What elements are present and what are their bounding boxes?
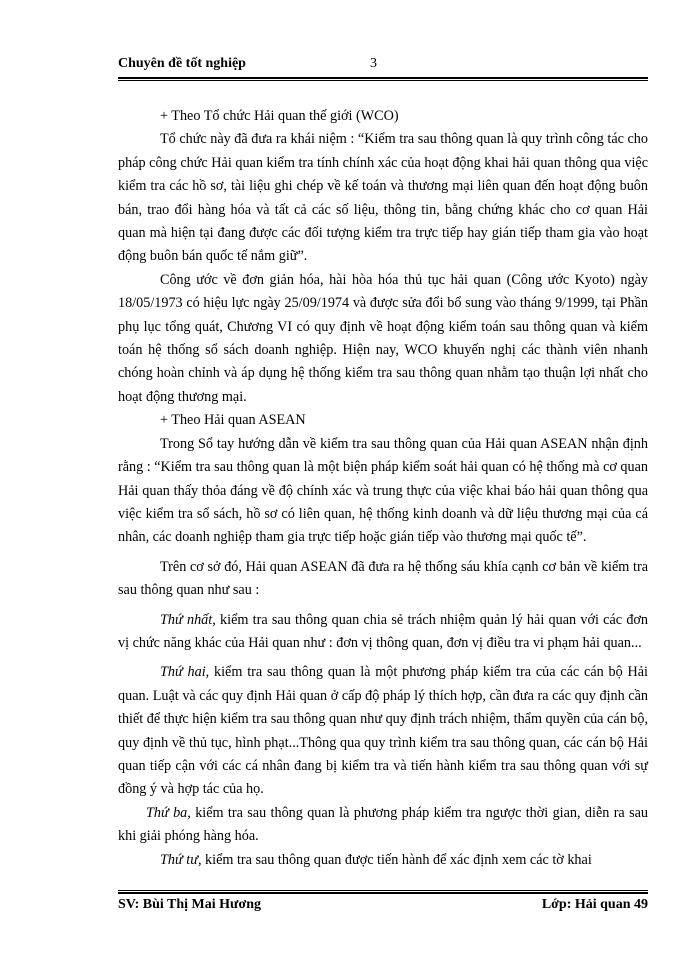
header-rule [118,77,648,81]
paragraph-asean-definition: Trong Sổ tay hướng dẫn về kiểm tra sau thông quan của Hải quan ASEAN nhận định rằng : “Kiểm tra sau thông quan là một biện pháp kiểm soát hải quan có hệ thống mà cơ quan Hải quan thấy thỏa đáng về độ chính xác và trung thực của việc khai báo hải quan thông qua việc kiểm tra sổ sách, hồ sơ có liên quan, hệ thống kinh doanh và dữ liệu thương mại của cá nhân, các doanh nghiệp tham gia trực tiếp hoặc gián tiếp vào thương mại quốc tế”. [118,435,648,546]
page-footer [118,897,648,917]
paragraph-asean-heading: + Theo Hải quan ASEAN [160,412,306,429]
paragraph-wco-heading: + Theo Tổ chức Hải quan thế giới (WCO) [160,108,399,124]
lead-third: Thứ ba, [146,804,191,821]
paragraph-kyoto: Công ước về đơn giản hóa, hài hòa hóa thủ tục hải quan (Công ước Kyoto) ngày 18/05/1973 có hiệu lực ngày 25/09/1974 và được sửa đổi bổ sung vào tháng 9/1999, tại Phần phụ lục tổng quát, Chương VI có quy định về hoạt động kiểm toán sau thông quan và kiểm toán hệ thống sổ sách doanh nghiệp. Hiện nay, WCO khuyến nghị các thành viên nhanh chóng hoàn chỉnh và áp dụng hệ thống kiểm tra sau thông quan nhằm tạo thuận lợi nhất cho hoạt động thương mại. [118,271,648,405]
lead-second: Thứ hai, [160,664,210,681]
class-name: Lớp: Hải quan 49 [541,897,648,912]
document-body [118,105,648,872]
text-fourth: kiểm tra sau thông quan được tiến hành để xác định xem các tờ khai [201,851,592,868]
lead-fourth: Thứ tư, [160,851,202,868]
text-first: kiểm tra sau thông quan chia sẻ trách nhiệm quản lý hải quan với các đơn vị chức năng khác của Hải quan như : đơn vị thông quan, đơn vị điều tra vi phạm hải quan... [118,611,649,651]
text-second: kiểm tra sau thông quan là một phương pháp kiểm tra của các cán bộ Hải quan. Luật và các quy định Hải quan ở cấp độ pháp lý thích hợp, cần đưa ra các quy định cần thiết để thực hiện kiểm tra sau thông quan như quy định trách nhiệm, thẩm quyền của cán bộ, quy định về thủ tục, hình phạt...Thông qua quy trình kiểm tra sau thông quan, các cán bộ Hải quan tiếp cận với các cá nhân đang bị kiểm tra và tiến hành kiểm tra sau thông quan với sự đồng ý và hợp tác của họ. [118,664,648,798]
paragraph-first [118,609,648,656]
page-header [118,56,648,76]
lead-first: Thứ nhất, [160,611,216,628]
paragraph-six-aspects: Trên cơ sở đó, Hải quan ASEAN đã đưa ra hệ thống sáu khía cạnh cơ bản về kiểm tra sau thông quan như sau : [118,558,648,599]
text-third: kiểm tra sau thông quan là phương pháp kiểm tra ngược thời gian, diễn ra sau khi giải phóng hàng hóa. [118,804,648,845]
paragraph-fourth [118,849,648,872]
page-number: 3 [370,56,377,71]
footer-rule [118,890,648,894]
paragraph-wco-definition: Tổ chức này đã đưa ra khái niệm : “Kiểm tra sau thông quan là quy trình công tác cho pháp công chức Hải quan kiểm tra tính chính xác của hoạt động khai hải quan thông qua việc kiểm tra các hồ sơ, tài liệu ghi chép về kế toán và thương mại liên quan đến hoạt động buôn bán, trao đổi hàng hóa và tất cả các số liệu, thông tin, bằng chứng khác cho cơ quan Hải quan mà hiện tại đang được các đối tượng kiểm tra trực tiếp hay gián tiếp tham gia vào hoạt động buôn bán quốc tế nắm giữ”. [118,131,648,265]
paragraph-third [118,802,648,849]
document-title: Chuyên đề tốt nghiệp [118,56,246,71]
paragraph-second [118,661,648,801]
student-name: SV: Bùi Thị Mai Hương [118,897,261,912]
